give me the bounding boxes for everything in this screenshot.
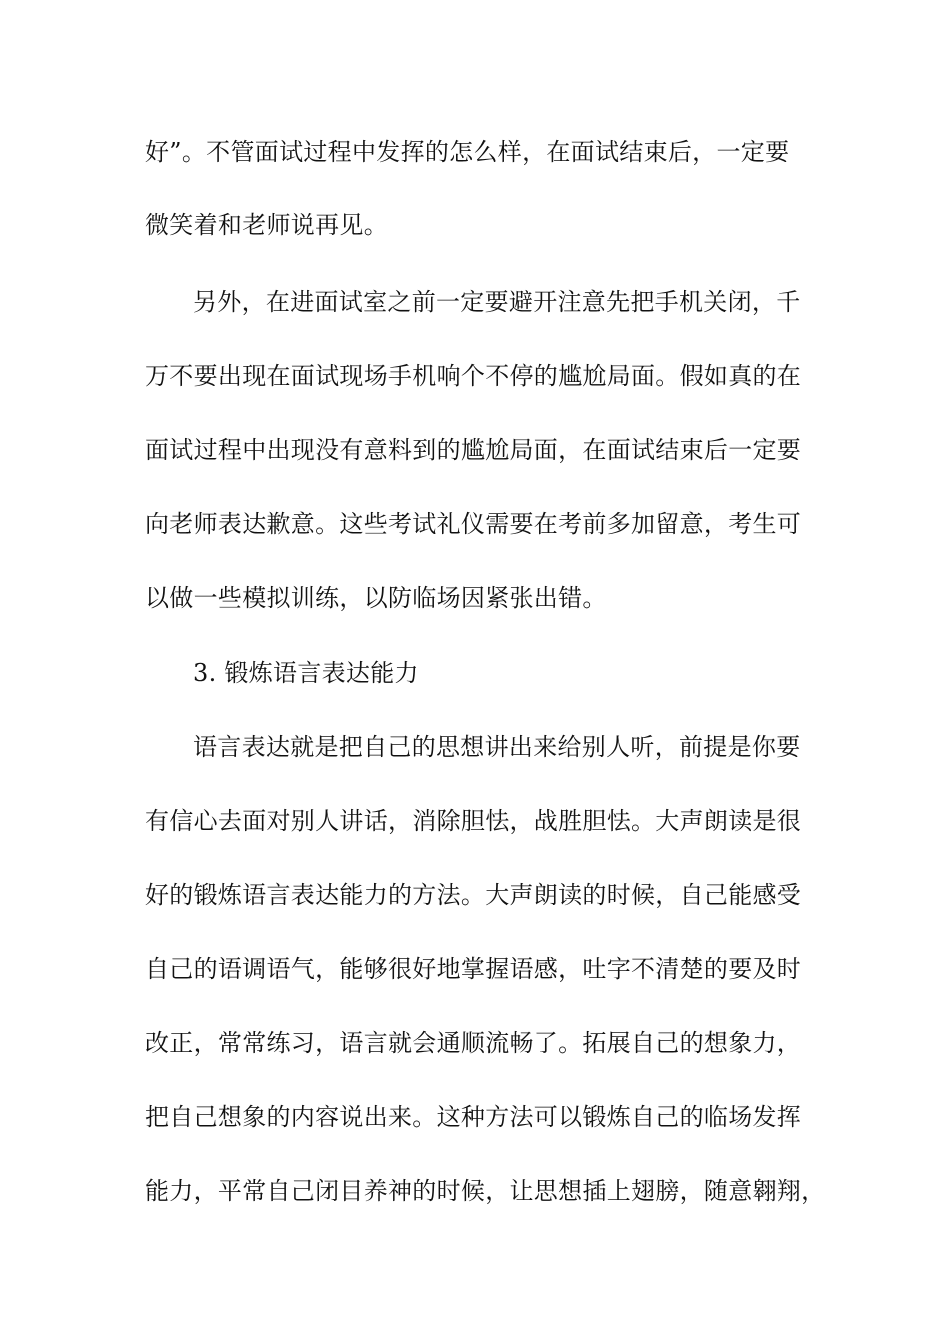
- text-line: 能力，平常自己闭目养神的时候，让思想插上翅膀，随意翱翔，: [145, 1177, 826, 1205]
- paragraph-start-line: 另外，在进面试室之前一定要避开注意先把手机关闭，千: [193, 288, 801, 316]
- section-heading: 3. 锻炼语言表达能力: [193, 659, 419, 687]
- text-line: 好的锻炼语言表达能力的方法。大声朗读的时候，自己能感受: [145, 881, 802, 909]
- text-line: 万不要出现在面试现场手机响个不停的尴尬局面。假如真的在: [145, 362, 802, 390]
- text-line: 改正，常常练习，语言就会通顺流畅了。拓展自己的想象力，: [145, 1029, 802, 1057]
- text-line: 面试过程中出现没有意料到的尴尬局面，在面试结束后一定要: [145, 436, 802, 464]
- text-line: 把自己想象的内容说出来。这种方法可以锻炼自己的临场发挥: [145, 1103, 802, 1131]
- text-line: 微笑着和老师说再见。: [145, 211, 388, 239]
- paragraph-start-line: 语言表达就是把自己的思想讲出来给别人听，前提是你要: [193, 733, 801, 761]
- text-line: 向老师表达歉意。这些考试礼仪需要在考前多加留意，考生可: [145, 510, 802, 538]
- text-line: 有信心去面对别人讲话，消除胆怯，战胜胆怯。大声朗读是很: [145, 807, 802, 835]
- text-line: 以做一些模拟训练，以防临场因紧张出错。: [145, 584, 607, 612]
- text-line: 自己的语调语气，能够很好地掌握语感，吐字不清楚的要及时: [145, 955, 802, 983]
- text-line: 好”。不管面试过程中发挥的怎么样，在面试结束后，一定要: [145, 138, 790, 166]
